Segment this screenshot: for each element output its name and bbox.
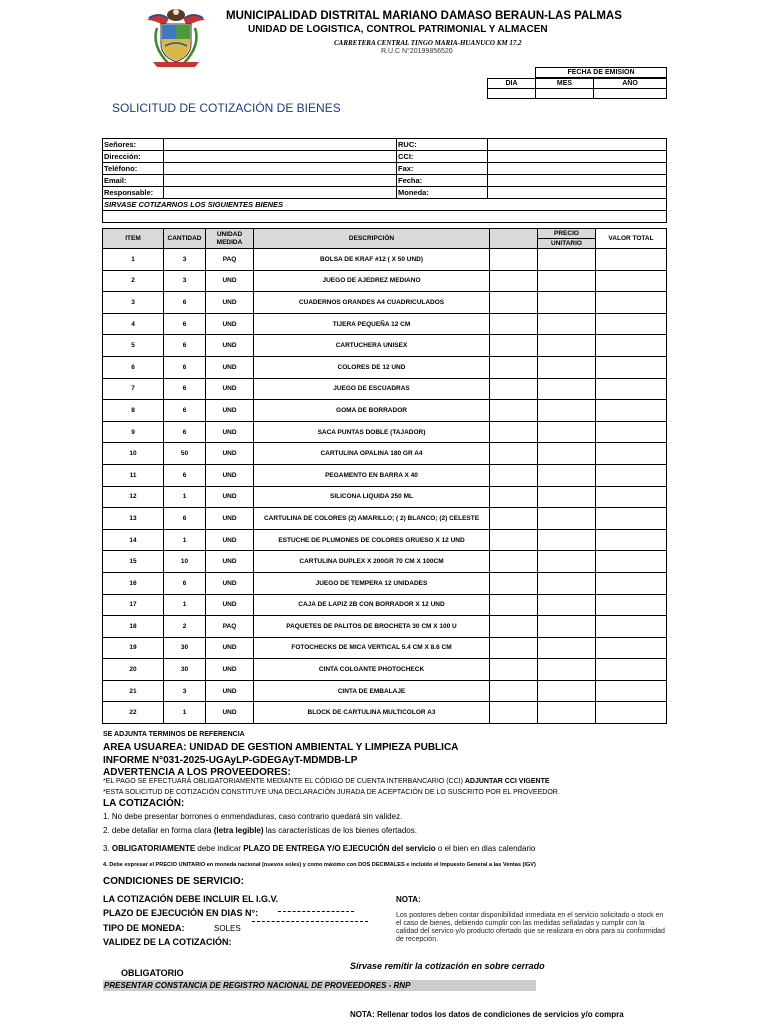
cell-precio-unitario[interactable]: [538, 292, 596, 314]
cell-descripcion: CINTA DE EMBALAJE: [254, 680, 490, 702]
cell-valor-total[interactable]: [596, 356, 667, 378]
col-descripcion-header: DESCRIPCIÓN: [254, 229, 490, 249]
cell-cantidad: 10: [164, 551, 206, 573]
table-row: [103, 702, 667, 724]
cell-valor-total[interactable]: [596, 421, 667, 443]
cell-item: 22: [103, 702, 164, 724]
cell-item: 19: [103, 637, 164, 659]
email-label: Email:: [103, 175, 164, 187]
cell-unidad: UND: [206, 702, 254, 724]
cell-item: 15: [103, 551, 164, 573]
cell-unidad: UND: [206, 270, 254, 292]
cell-item: 6: [103, 356, 164, 378]
execution-period-line: [252, 918, 368, 922]
warning-payment-cci: ADJUNTAR CCI VIGENTE: [464, 778, 550, 785]
table-row: [103, 637, 667, 659]
cell-descripcion: BOLSA DE KRAF #12 ( X 50 UND): [254, 249, 490, 271]
cell-item: 18: [103, 616, 164, 638]
cell-item: 10: [103, 443, 164, 465]
cell-descripcion: JUEGO DE ESCUADRAS: [254, 378, 490, 400]
table-row: [103, 659, 667, 681]
cell-descripcion: COLORES DE 12 UND: [254, 356, 490, 378]
cell-unidad: UND: [206, 464, 254, 486]
cell-item: 11: [103, 464, 164, 486]
cell-blank[interactable]: [490, 270, 538, 292]
cell-item: 20: [103, 659, 164, 681]
cell-item: 17: [103, 594, 164, 616]
cell-descripcion: CUADERNOS GRANDES A4 CUADRICULADOS: [254, 292, 490, 314]
user-area: AREA USUAREA: UNIDAD DE GESTION AMBIENTAL Y LIMPIEZA PUBLICA: [103, 742, 459, 753]
cell-blank[interactable]: [490, 659, 538, 681]
cell-valor-total[interactable]: [596, 249, 667, 271]
cell-descripcion: TIJERA PEQUEÑA 12 CM: [254, 313, 490, 335]
cell-blank[interactable]: [490, 400, 538, 422]
note-label: NOTA:: [396, 895, 421, 904]
day-value[interactable]: [488, 89, 536, 99]
table-row: [103, 400, 667, 422]
cell-unidad: UND: [206, 313, 254, 335]
ruc-label: RUC:: [397, 139, 488, 151]
quote-rule-3-b: OBLIGATORIAMENTE: [111, 844, 196, 853]
organization-ruc: R.U.C N°20199856520: [381, 48, 453, 55]
cell-valor-total[interactable]: [596, 335, 667, 357]
cell-cantidad: 6: [164, 572, 206, 594]
cell-cantidad: 3: [164, 680, 206, 702]
cell-cantidad: 50: [164, 443, 206, 465]
organization-name: MUNICIPALIDAD DISTRITAL MARIANO DAMASO BERAUN-LAS PALMAS: [226, 10, 622, 22]
issue-date-table: [535, 67, 667, 78]
cell-valor-total[interactable]: [596, 270, 667, 292]
table-row: [103, 486, 667, 508]
responsable-label: Responsable:: [103, 187, 164, 199]
cell-precio-unitario[interactable]: [538, 335, 596, 357]
cell-valor-total[interactable]: [596, 594, 667, 616]
igv-condition: LA COTIZACIÓN DEBE INCLUIR EL I.G.V.: [103, 894, 279, 904]
cell-cantidad: 6: [164, 508, 206, 530]
cell-blank[interactable]: [490, 486, 538, 508]
cell-precio-unitario[interactable]: [538, 443, 596, 465]
cell-blank[interactable]: [490, 313, 538, 335]
cell-precio-unitario[interactable]: [538, 421, 596, 443]
cell-unidad: PAQ: [206, 249, 254, 271]
direccion-field[interactable]: [164, 151, 397, 163]
table-row: [103, 421, 667, 443]
cell-blank[interactable]: [490, 292, 538, 314]
cell-valor-total[interactable]: [596, 400, 667, 422]
table-row: [103, 572, 667, 594]
cell-item: 3: [103, 292, 164, 314]
cell-precio-unitario[interactable]: [538, 313, 596, 335]
cell-unidad: UND: [206, 680, 254, 702]
table-row: [103, 335, 667, 357]
day-label: DIA: [488, 79, 536, 89]
fax-field[interactable]: [488, 163, 667, 175]
fax-label: Fax:: [397, 163, 488, 175]
cell-descripcion: CARTULINA DE COLORES (2) AMARILLO; ( 2) BLANCO; (2) CELESTE: [254, 508, 490, 530]
cell-item: 7: [103, 378, 164, 400]
cell-blank[interactable]: [490, 464, 538, 486]
cell-cantidad: 30: [164, 659, 206, 681]
table-row: [103, 464, 667, 486]
cell-cantidad: 6: [164, 292, 206, 314]
organization-unit: UNIDAD DE LOGISTICA, CONTROL PATRIMONIAL Y ALMACEN: [248, 24, 548, 35]
cell-cantidad: 1: [164, 486, 206, 508]
rnp-requirement: PRESENTAR CONSTANCIA DE REGISTRO NACIONAL DE PROVEEDORES - RNP: [103, 980, 536, 991]
cell-item: 5: [103, 335, 164, 357]
cell-unidad: UND: [206, 443, 254, 465]
cell-item: 2: [103, 270, 164, 292]
cell-precio-unitario[interactable]: [538, 529, 596, 551]
terms-reference-note: SE ADJUNTA TERMINOS DE REFERENCIA: [103, 731, 245, 738]
table-row: [103, 443, 667, 465]
cell-cantidad: 3: [164, 249, 206, 271]
cell-blank[interactable]: [490, 616, 538, 638]
col-unitario-header: UNITARIO: [538, 239, 596, 249]
spacer-row: [103, 211, 667, 223]
month-value[interactable]: [536, 89, 594, 99]
cell-precio-unitario[interactable]: [538, 400, 596, 422]
table-row: [103, 680, 667, 702]
cell-item: 16: [103, 572, 164, 594]
execution-period-label: PLAZO DE EJECUCIÓN EN DIAS N°:: [103, 908, 259, 918]
quote-rule-4: 4. Debe expresar el PRECIO UNITARIO en moneda nacional (nuevos soles) y como máximo con DOS DECIMALES e incluido el Impuesto General a las Ventas (IGV): [103, 862, 536, 868]
cell-unidad: UND: [206, 659, 254, 681]
cell-unidad: UND: [206, 572, 254, 594]
items-table: [102, 228, 667, 724]
quote-rule-3-d: PLAZO DE ENTREGA Y/O EJECUCIÓN del servicio: [243, 844, 436, 853]
cell-descripcion: ESTUCHE DE PLUMONES DE COLORES GRUESO X 12 UND: [254, 529, 490, 551]
cell-descripcion: GOMA DE BORRADOR: [254, 400, 490, 422]
year-value[interactable]: [594, 89, 667, 99]
warning-heading: ADVERTENCIA A LOS PROVEEDORES:: [103, 767, 291, 778]
validity-label: VALIDEZ DE LA COTIZACIÓN:: [103, 937, 232, 947]
cell-cantidad: 6: [164, 421, 206, 443]
quote-rule-3-a: 3.: [103, 844, 112, 853]
cell-descripcion: CINTA COLGANTE PHOTOCHECK: [254, 659, 490, 681]
quote-rule-2: [103, 826, 417, 835]
mandatory-label: OBLIGATORIO: [121, 968, 184, 978]
cell-descripcion: PEGAMENTO EN BARRA X 40: [254, 464, 490, 486]
cell-valor-total[interactable]: [596, 464, 667, 486]
sealed-envelope-note: Sírvase remitir la cotización en sobre cerrado: [350, 961, 545, 971]
cell-valor-total[interactable]: [596, 551, 667, 573]
cell-cantidad: 6: [164, 335, 206, 357]
cell-valor-total[interactable]: [596, 443, 667, 465]
year-label: AÑO: [594, 79, 667, 89]
table-row: [103, 313, 667, 335]
col-cantidad-header: CANTIDAD: [164, 229, 206, 249]
table-row: [103, 378, 667, 400]
col-blank-header: [490, 229, 538, 249]
moneda-field[interactable]: [488, 187, 667, 199]
month-label: MES: [536, 79, 594, 89]
cell-descripcion: SILICONA LIQUIDA 250 ML: [254, 486, 490, 508]
cell-unidad: UND: [206, 486, 254, 508]
email-field[interactable]: [164, 175, 397, 187]
cell-valor-total[interactable]: [596, 508, 667, 530]
supplier-info-table: [102, 138, 667, 223]
cell-precio-unitario[interactable]: [538, 508, 596, 530]
quote-rule-2-a: 2. debe detallar en forma clara: [103, 826, 214, 835]
cell-blank[interactable]: [490, 529, 538, 551]
cell-item: 14: [103, 529, 164, 551]
warning-payment: [103, 778, 550, 785]
table-row: [103, 292, 667, 314]
cell-descripcion: CARTULINA OPALINA 180 GR A4: [254, 443, 490, 465]
cell-descripcion: BLOCK DE CARTULINA MULTICOLOR A3: [254, 702, 490, 724]
cell-cantidad: 30: [164, 637, 206, 659]
cell-blank[interactable]: [490, 249, 538, 271]
table-row: [103, 616, 667, 638]
cell-precio-unitario[interactable]: [538, 616, 596, 638]
cell-precio-unitario[interactable]: [538, 486, 596, 508]
cell-item: 9: [103, 421, 164, 443]
cell-valor-total[interactable]: [596, 572, 667, 594]
cell-cantidad: 6: [164, 356, 206, 378]
cell-precio-unitario[interactable]: [538, 378, 596, 400]
quote-rule-3: [103, 844, 535, 853]
cell-unidad: UND: [206, 508, 254, 530]
quote-rule-2-c: las características de los bienes ofertados.: [263, 826, 417, 835]
cell-valor-total[interactable]: [596, 637, 667, 659]
report-number: INFORME N°031-2025-UGAyLP-GDEGAyT-MDMDB-LP: [103, 755, 358, 766]
cell-cantidad: 6: [164, 400, 206, 422]
cell-item: 8: [103, 400, 164, 422]
cell-item: 12: [103, 486, 164, 508]
cell-descripcion: PAQUETES DE PALITOS DE BROCHETA 30 CM X 100 U: [254, 616, 490, 638]
cell-unidad: UND: [206, 551, 254, 573]
table-row: [103, 270, 667, 292]
cell-cantidad: 6: [164, 464, 206, 486]
cell-valor-total[interactable]: [596, 659, 667, 681]
cell-descripcion: FOTOCHECKS DE MICA VERTICAL 5.4 CM X 8.6 CM: [254, 637, 490, 659]
cell-blank[interactable]: [490, 443, 538, 465]
quote-rule-3-c: debe indicar: [195, 844, 244, 853]
currency-value: SOLES: [214, 924, 241, 933]
cell-cantidad: 2: [164, 616, 206, 638]
cell-blank[interactable]: [490, 421, 538, 443]
table-row: [103, 594, 667, 616]
cell-cantidad: 1: [164, 702, 206, 724]
cell-precio-unitario[interactable]: [538, 249, 596, 271]
cell-descripcion: CARTULINA DUPLEX X 200GR 70 CM X 100CM: [254, 551, 490, 573]
cell-valor-total[interactable]: [596, 529, 667, 551]
cell-blank[interactable]: [490, 508, 538, 530]
cell-valor-total[interactable]: [596, 702, 667, 724]
cell-descripcion: CAJA DE LAPIZ 2B CON BORRADOR X 12 UND: [254, 594, 490, 616]
issue-date-title: FECHA DE EMISION: [536, 68, 667, 78]
cell-item: 4: [103, 313, 164, 335]
warning-declaration: *ESTA SOLICITUD DE COTIZACIÓN CONSTITUYE UNA DECLARACIÓN JURADA DE ACEPTACIÓN DE LO SUSCRITO POR EL PROVEEDOR.: [103, 789, 560, 796]
telefono-label: Teléfono:: [103, 163, 164, 175]
cell-blank[interactable]: [490, 551, 538, 573]
fecha-field[interactable]: [488, 175, 667, 187]
cell-unidad: UND: [206, 637, 254, 659]
cell-item: 13: [103, 508, 164, 530]
quote-rule-1: 1. No debe presentar borrones o enmendaduras, caso contrario quedará sin validez.: [103, 812, 403, 821]
cell-precio-unitario[interactable]: [538, 572, 596, 594]
cell-valor-total[interactable]: [596, 313, 667, 335]
final-note: NOTA: Rellenar todos los datos de condiciones de servicios y/o compra: [350, 1010, 624, 1019]
cell-unidad: PAQ: [206, 616, 254, 638]
cell-unidad: UND: [206, 292, 254, 314]
cell-valor-total[interactable]: [596, 680, 667, 702]
cell-precio-unitario[interactable]: [538, 637, 596, 659]
cci-label: CCI:: [397, 151, 488, 163]
cell-precio-unitario[interactable]: [538, 270, 596, 292]
quote-heading: LA COTIZACIÓN:: [103, 798, 185, 809]
municipal-coat-of-arms-logo: [143, 6, 209, 68]
cell-unidad: UND: [206, 594, 254, 616]
fecha-label: Fecha:: [397, 175, 488, 187]
quote-rule-2-b: (letra legible): [213, 826, 264, 835]
cell-precio-unitario[interactable]: [538, 356, 596, 378]
moneda-label: Moneda:: [397, 187, 488, 199]
cell-cantidad: 6: [164, 378, 206, 400]
senores-field[interactable]: [164, 139, 397, 151]
direccion-label: Dirección:: [103, 151, 164, 163]
cell-valor-total[interactable]: [596, 486, 667, 508]
cell-cantidad: 1: [164, 594, 206, 616]
request-instruction: SIRVASE COTIZARNOS LOS SIGUIENTES BIENES: [103, 199, 667, 211]
cell-blank[interactable]: [490, 572, 538, 594]
cell-descripcion: SACA PUNTAS DOBLE (TAJADOR): [254, 421, 490, 443]
cell-unidad: UND: [206, 356, 254, 378]
cell-precio-unitario[interactable]: [538, 680, 596, 702]
responsable-field[interactable]: [164, 187, 397, 199]
note-body: Los postores deben contar disponibilidad inmediata en el servicio solicitado o stock en el caso de bienes, debiendo cumplir con las medidas señaladas y cumplir con la calidad del servico y/o producto ofertado que se realizara en obra para su conformidad de recepción.: [396, 912, 665, 943]
cell-blank[interactable]: [490, 335, 538, 357]
ruc-field[interactable]: [488, 139, 667, 151]
cell-blank[interactable]: [490, 680, 538, 702]
cell-precio-unitario[interactable]: [538, 464, 596, 486]
cell-cantidad: 6: [164, 313, 206, 335]
cell-valor-total[interactable]: [596, 292, 667, 314]
cci-field[interactable]: [488, 151, 667, 163]
cell-cantidad: 1: [164, 529, 206, 551]
col-unidad-header: UNIDAD MEDIDA: [206, 229, 254, 249]
cell-blank[interactable]: [490, 378, 538, 400]
col-valor-total-header: VALOR TOTAL: [596, 229, 667, 249]
telefono-field[interactable]: [164, 163, 397, 175]
cell-unidad: UND: [206, 378, 254, 400]
organization-address: CARRETERA CENTRAL TINGO MARIA-HUANUCO KM 17.2: [334, 39, 522, 47]
cell-precio-unitario[interactable]: [538, 702, 596, 724]
col-precio-header: PRECIO: [538, 229, 596, 239]
cell-unidad: UND: [206, 400, 254, 422]
table-row: [103, 529, 667, 551]
cell-blank[interactable]: [490, 637, 538, 659]
cell-cantidad: 3: [164, 270, 206, 292]
table-row: [103, 249, 667, 271]
warning-payment-text: *EL PAGO SE EFECTUARÁ OBLIGATORIAMENTE MEDIANTE EL CÓDIGO DE CUENTA INTERBANCARIO (CCI): [103, 778, 465, 785]
cell-blank[interactable]: [490, 594, 538, 616]
cell-precio-unitario[interactable]: [538, 659, 596, 681]
table-row: [103, 356, 667, 378]
document-title: SOLICITUD DE COTIZACIÓN DE BIENES: [112, 101, 341, 115]
cell-descripcion: JUEGO DE AJEDREZ MEDIANO: [254, 270, 490, 292]
cell-blank[interactable]: [490, 356, 538, 378]
cell-valor-total[interactable]: [596, 616, 667, 638]
table-row: [103, 508, 667, 530]
cell-item: 21: [103, 680, 164, 702]
cell-precio-unitario[interactable]: [538, 594, 596, 616]
senores-label: Señores:: [103, 139, 164, 151]
cell-descripcion: JUEGO DE TEMPERA 12 UNIDADES: [254, 572, 490, 594]
service-conditions-heading: CONDICIONES DE SERVICIO:: [103, 876, 244, 887]
col-item-header: ITEM: [103, 229, 164, 249]
cell-unidad: UND: [206, 335, 254, 357]
currency-label: TIPO DE MONEDA:: [103, 923, 185, 933]
cell-precio-unitario[interactable]: [538, 551, 596, 573]
quote-rule-3-e: o el bien en dias calendario: [435, 844, 536, 853]
table-row: [103, 551, 667, 573]
issue-date-fields: [487, 78, 667, 99]
cell-item: 1: [103, 249, 164, 271]
cell-valor-total[interactable]: [596, 378, 667, 400]
execution-period-field[interactable]: [278, 908, 354, 912]
cell-blank[interactable]: [490, 702, 538, 724]
cell-unidad: UND: [206, 421, 254, 443]
cell-descripcion: CARTUCHERA UNISEX: [254, 335, 490, 357]
cell-unidad: UND: [206, 529, 254, 551]
